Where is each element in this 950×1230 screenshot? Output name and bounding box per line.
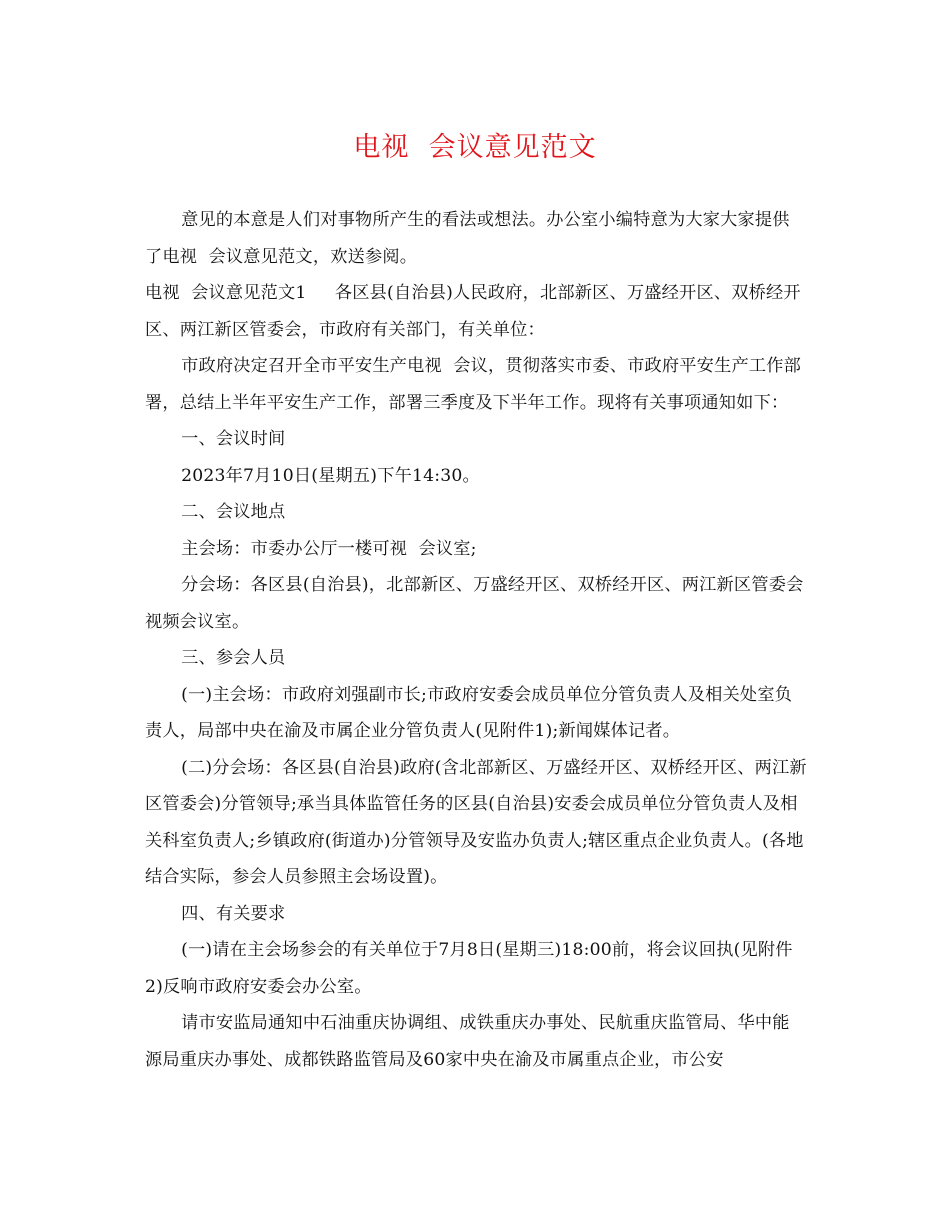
main-venue-attendees: (一)主会场：市政府刘强副市长;市政府安委会成员单位分管负责人及相关处室负责人，局部中央在渝及市属企业分管负责人(见附件1);新闻媒体记者。 (145, 684, 793, 741)
document-body (145, 202, 807, 1078)
salutation-paragraph: 电视 会议意见范文1 各区县(自治县)人民政府，北部新区、万盛经开区、双桥经开区、两江新区管委会，市政府有关部门，有关单位： (145, 283, 801, 340)
branch-venue: 分会场：各区县(自治县)，北部新区、万盛经开区、双桥经开区、两江新区管委会视频会议室。 (145, 575, 804, 632)
notification-paragraph: 请市安监局通知中石油重庆协调组、成铁重庆办事处、民航重庆监管局、华中能源局重庆办事处、成都铁路监管局及60家中央在渝及市属重点企业，市公安 (145, 1013, 790, 1070)
section-heading-location: 二、会议地点 (181, 502, 286, 522)
intro-paragraph: 意见的本意是人们对事物所产生的看法或想法。办公室小编特意为大家大家提供了电视 会议意见范文，欢送参阅。 (145, 210, 790, 267)
section-heading-time: 一、会议时间 (181, 429, 286, 449)
main-venue: 主会场：市委办公厅一楼可视 会议室; (181, 538, 477, 559)
section-heading-requirements: 四、有关要求 (181, 903, 286, 924)
section-heading-attendees: 三、参会人员 (181, 648, 286, 668)
purpose-paragraph: 市政府决定召开全市平安生产电视 会议，贯彻落实市委、市政府平安生产工作部署，总结上半年平安生产工作，部署三季度及下半年工作。现将有关事项通知如下： (145, 356, 802, 413)
requirement-one: (一)请在主会场参会的有关单位于7月8日(星期三)18:00前，将会议回执(见附件2)反响市政府安委会办公室。 (145, 940, 793, 997)
branch-venue-attendees: (二)分会场：各区县(自治县)政府(含北部新区、万盛经开区、双桥经开区、两江新区管委会)分管领导;承当具体监管任务的区县(自治县)安委会成员单位分管负责人及相关科室负责人;乡镇政府(街道办)分管领导及安监办负责人;辖区重点企业负责人。(各地结合实际，参会人员参照主会场设置)。 (145, 757, 807, 887)
meeting-time: 2023年7月10日(星期五)下午14:30。 (181, 465, 480, 486)
document-title: 电视 会议意见范文 (353, 132, 597, 163)
